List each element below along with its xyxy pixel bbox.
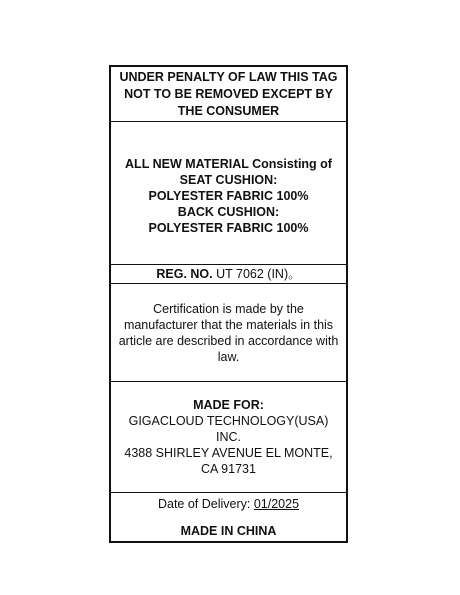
certification-line-4: law. — [217, 349, 240, 364]
delivery-date: 01/2025 — [253, 497, 300, 511]
delivery-label: Date of Delivery: — [157, 497, 254, 511]
made-for-section — [111, 382, 346, 493]
certification-section — [111, 284, 346, 382]
material-line-3: POLYESTER FABRIC 100% — [148, 189, 309, 203]
material-line-1: ALL NEW MATERIAL Consisting of — [125, 157, 332, 171]
material-line-5: POLYESTER FABRIC 100% — [148, 221, 309, 235]
registration-value: UT 7062 (IN)。 — [212, 267, 301, 281]
certification-line-2: manufacturer that the materials in this — [123, 317, 334, 332]
warning-section — [111, 67, 346, 122]
warning-line-2: NOT TO BE REMOVED EXCEPT BY — [124, 86, 333, 101]
made-for-line-3: 4388 SHIRLEY AVENUE EL MONTE, — [124, 446, 333, 460]
delivery-section — [111, 493, 346, 541]
material-line-2: SEAT CUSHION: — [179, 173, 278, 187]
warning-line-1: UNDER PENALTY OF LAW THIS TAG — [119, 69, 338, 84]
made-for-line-1: GIGACLOUD TECHNOLOGY(USA) — [128, 414, 329, 428]
material-line-4: BACK CUSHION: — [177, 205, 280, 219]
certification-line-1: Certification is made by the — [153, 301, 304, 316]
made-for-line-4: CA 91731 — [201, 462, 256, 476]
delivery-text — [158, 496, 299, 512]
registration-section — [111, 265, 346, 284]
law-tag — [109, 65, 348, 543]
warning-line-3: THE CONSUMER — [177, 103, 280, 118]
material-section — [111, 122, 346, 265]
registration-text — [156, 266, 300, 282]
origin-text: MADE IN CHINA — [180, 524, 277, 538]
made-for-heading: MADE FOR: — [193, 398, 264, 412]
made-for-line-2: INC. — [216, 430, 241, 444]
registration-label: REG. NO. — [156, 267, 213, 281]
certification-line-3: article are described in accordance with — [118, 333, 339, 348]
